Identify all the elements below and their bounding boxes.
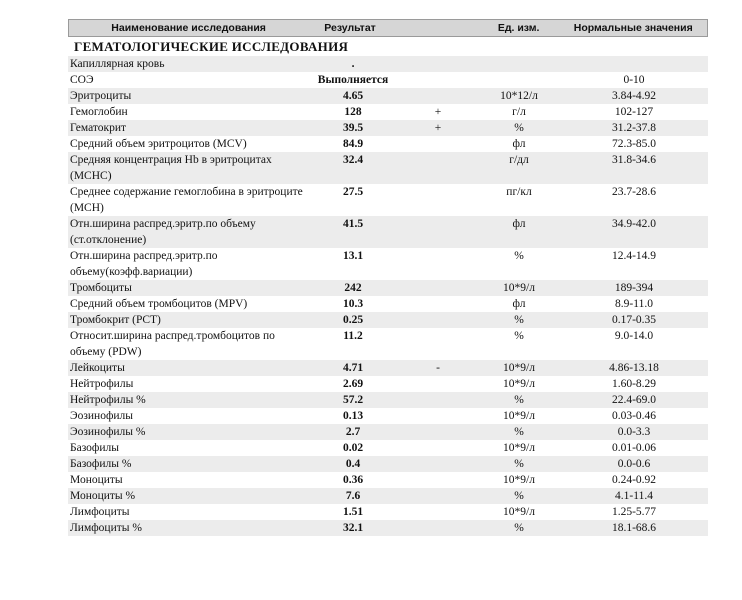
row-unit: фл <box>512 218 526 230</box>
table-row <box>68 360 708 376</box>
header-result: Результат <box>324 22 376 34</box>
row-result: Выполняется <box>317 74 389 86</box>
row-name: Отн.ширина распред.эритр.по объему (ст.отклонение) <box>70 218 256 246</box>
row-norm: 0.01-0.06 <box>611 442 657 454</box>
table-row <box>68 88 708 104</box>
row-norm: 18.1-68.6 <box>611 522 657 534</box>
row-unit: фл <box>512 138 526 150</box>
table-row <box>68 216 708 248</box>
row-name: Относит.ширина распред.тромбоцитов по объему (PDW) <box>70 330 275 358</box>
row-unit: % <box>514 250 524 262</box>
table-row <box>68 488 708 504</box>
row-result: 0.36 <box>342 474 364 486</box>
row-unit: 10*9/л <box>503 410 535 422</box>
row-result: 84.9 <box>342 138 364 150</box>
row-norm: 22.4-69.0 <box>611 394 657 406</box>
row-unit: 10*9/л <box>503 442 535 454</box>
row-name: Тромбокрит (PCT) <box>70 314 161 326</box>
row-norm: 23.7-28.6 <box>611 186 657 198</box>
row-flag: + <box>434 122 442 134</box>
row-name: Гематокрит <box>70 122 127 134</box>
table-row <box>68 520 708 536</box>
row-result: 10.3 <box>342 298 364 310</box>
row-result: 128 <box>344 106 362 118</box>
row-norm: 0.0-0.6 <box>617 458 651 470</box>
row-name: Лейкоциты <box>70 362 125 374</box>
row-norm: 102-127 <box>614 106 654 118</box>
row-norm: 1.25-5.77 <box>611 506 657 518</box>
row-result: 0.4 <box>345 458 361 470</box>
row-result: . <box>351 58 355 70</box>
table-row <box>68 328 708 360</box>
row-result: 4.65 <box>342 90 364 102</box>
table-row <box>68 376 708 392</box>
row-name: Эритроциты <box>70 90 132 102</box>
table-row <box>68 280 708 296</box>
row-norm: 1.60-8.29 <box>611 378 657 390</box>
row-unit: % <box>514 458 524 470</box>
row-result: 27.5 <box>342 186 364 198</box>
table-row <box>68 296 708 312</box>
row-result: 4.71 <box>342 362 364 374</box>
table-row <box>68 456 708 472</box>
row-unit: г/дл <box>509 154 529 166</box>
row-result: 39.5 <box>342 122 364 134</box>
row-norm: 0.03-0.46 <box>611 410 657 422</box>
row-name: Лимфоциты <box>70 506 130 518</box>
table-row <box>68 424 708 440</box>
row-result: 13.1 <box>342 250 364 262</box>
table-row <box>68 120 708 136</box>
row-result: 32.4 <box>342 154 364 166</box>
row-result: 32.1 <box>342 522 364 534</box>
section-title: ГЕМАТОЛОГИЧЕСКИЕ ИССЛЕДОВАНИЯ <box>68 37 708 56</box>
row-unit: % <box>514 426 524 438</box>
row-unit: 10*9/л <box>503 362 535 374</box>
row-name: СОЭ <box>70 74 94 86</box>
table-row <box>68 312 708 328</box>
row-name: Тромбоциты <box>70 282 132 294</box>
row-name: Лимфоциты % <box>70 522 142 534</box>
row-unit: % <box>514 394 524 406</box>
row-norm: 9.0-14.0 <box>614 330 654 342</box>
row-norm: 4.1-11.4 <box>615 490 653 502</box>
table-header <box>68 19 708 37</box>
row-result: 0.13 <box>342 410 364 422</box>
row-norm: 0.24-0.92 <box>611 474 657 486</box>
lab-results-table <box>68 19 708 536</box>
row-norm: 0-10 <box>623 74 645 86</box>
row-result: 41.5 <box>342 218 364 230</box>
table-row <box>68 56 708 72</box>
row-norm: 8.9-11.0 <box>615 298 653 310</box>
row-name: Нейтрофилы % <box>70 394 146 406</box>
row-result: 0.25 <box>342 314 364 326</box>
row-name: Отн.ширина распред.эритр.по объему(коэфф.вариации) <box>70 250 218 278</box>
row-name: Нейтрофилы <box>70 378 134 390</box>
row-norm: 72.3-85.0 <box>611 138 657 150</box>
row-norm: 0.17-0.35 <box>611 314 657 326</box>
row-name: Эозинофилы % <box>70 426 146 438</box>
table-row <box>68 440 708 456</box>
row-result: 1.51 <box>342 506 364 518</box>
row-name: Средний объем тромбоцитов (MPV) <box>70 298 248 310</box>
table-row <box>68 136 708 152</box>
row-name: Моноциты % <box>70 490 136 502</box>
row-flag: + <box>434 106 442 118</box>
row-name: Базофилы <box>70 442 120 454</box>
table-row <box>68 504 708 520</box>
table-row <box>68 72 708 88</box>
row-norm: 12.4-14.9 <box>611 250 657 262</box>
row-norm: 4.86-13.18 <box>609 362 659 374</box>
row-result: 242 <box>344 282 362 294</box>
header-norm: Нормальные значения <box>573 22 693 34</box>
row-unit: 10*9/л <box>503 378 535 390</box>
row-name: Капиллярная кровь <box>70 58 165 70</box>
row-unit: % <box>514 314 524 326</box>
row-result: 2.7 <box>345 426 361 438</box>
row-norm: 0.0-3.3 <box>617 426 651 438</box>
row-result: 57.2 <box>342 394 364 406</box>
table-row <box>68 104 708 120</box>
row-norm: 3.84-4.92 <box>611 90 657 102</box>
header-name: Наименование исследования <box>111 22 266 34</box>
row-name: Средняя концентрация Hb в эритроцитах (MCHC) <box>70 154 272 182</box>
row-unit: 10*9/л <box>503 474 535 486</box>
row-unit: 10*9/л <box>503 282 535 294</box>
row-name: Базофилы % <box>70 458 132 470</box>
row-result: 11.2 <box>343 330 363 342</box>
row-flag: - <box>436 362 440 374</box>
table-row <box>68 152 708 184</box>
row-unit: фл <box>512 298 526 310</box>
row-name: Средний объем эритроцитов (MCV) <box>70 138 247 150</box>
header-unit: Ед. изм. <box>497 22 540 34</box>
row-norm: 189-394 <box>614 282 654 294</box>
row-result: 7.6 <box>345 490 361 502</box>
row-name: Моноциты <box>70 474 123 486</box>
table-row <box>68 184 708 216</box>
row-unit: г/л <box>512 106 526 118</box>
table-row <box>68 408 708 424</box>
row-unit: % <box>514 122 524 134</box>
row-name: Гемоглобин <box>70 106 128 118</box>
table-row <box>68 472 708 488</box>
row-result: 0.02 <box>342 442 364 454</box>
row-unit: 10*9/л <box>503 506 535 518</box>
row-name: Среднее содержание гемоглобина в эритроците (MCH) <box>70 186 303 214</box>
row-norm: 31.8-34.6 <box>611 154 657 166</box>
row-unit: 10*12/л <box>500 90 538 102</box>
row-unit: % <box>514 522 524 534</box>
table-row <box>68 392 708 408</box>
row-unit: % <box>514 490 524 502</box>
row-norm: 34.9-42.0 <box>611 218 657 230</box>
row-name: Эозинофилы <box>70 410 134 422</box>
row-unit: % <box>514 330 524 342</box>
row-result: 2.69 <box>342 378 364 390</box>
table-row <box>68 248 708 280</box>
row-unit: пг/кл <box>506 186 532 198</box>
row-norm: 31.2-37.8 <box>611 122 657 134</box>
